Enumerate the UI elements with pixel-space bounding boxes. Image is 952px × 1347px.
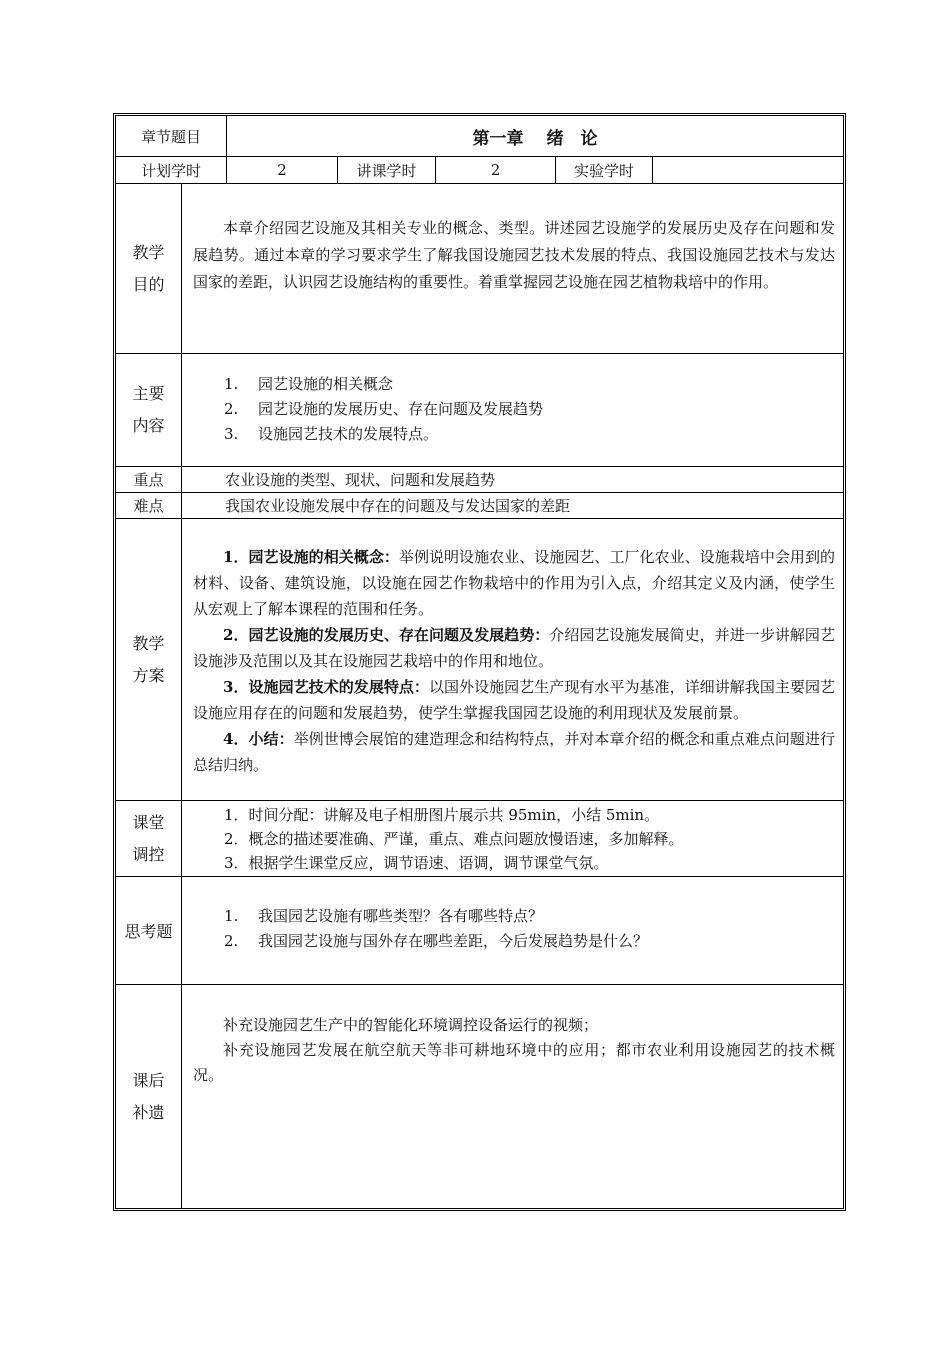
goal-text: 本章介绍园艺设施及其相关专业的概念、类型。讲述园艺设施学的发展历史及存在问题和发展趋势。通过本章的学习要求学生了解我国设施园艺技术发展的特点、我国设施园艺技术与发达国家的差距，认识园艺设施结构的重要性。着重掌握园艺设施在园艺植物栽培中的作用。 — [193, 219, 835, 291]
goal-body — [183, 184, 843, 353]
key-label: 重点 — [116, 467, 182, 492]
hours-row — [116, 157, 843, 184]
questions-label: 思考题 — [116, 877, 182, 984]
questions-body — [183, 877, 843, 984]
goal-label: 教学 目的 — [116, 184, 182, 353]
content-label: 主要 内容 — [116, 354, 182, 466]
supplement-text-1: 补充设施园艺生产中的智能化环境调控设备运行的视频； — [223, 1016, 599, 1034]
list-item: 2. 我国园艺设施与国外存在哪些差距，今后发展趋势是什么？ — [224, 932, 649, 950]
lab-hours-label: 实验学时 — [556, 157, 653, 183]
list-item: 1．时间分配：讲解及电子相册图片展示共 95min，小结 5min。 — [224, 805, 660, 824]
key-text: 农业设施的类型、现状、问题和发展趋势 — [225, 471, 496, 489]
chapter-title: 第一章 绪 论 — [472, 128, 598, 149]
lecture-hours-value: 2 — [436, 157, 556, 183]
control-body — [183, 801, 843, 876]
difficult-text: 我国农业设施发展中存在的问题及与发达国家的差距 — [225, 497, 571, 515]
supplement-label: 课后 补遗 — [116, 985, 182, 1208]
plan-hours-value: 2 — [227, 157, 338, 183]
list-item: 3. 设施园艺技术的发展特点。 — [224, 425, 439, 443]
lab-hours-value — [653, 157, 843, 183]
supplement-body — [183, 985, 843, 1208]
supplement-text-2: 补充设施园艺发展在航空航天等非可耕地环境中的应用；都市农业利用设施园艺的技术概况。 — [193, 1041, 835, 1084]
plan-item-2: 2．园艺设施的发展历史、存在问题及发展趋势：介绍园艺设施发展简史，并进一步讲解园艺设施涉及范围以及其在设施园艺栽培中的作用和地位。 — [193, 626, 835, 670]
plan-item-4: 4．小结：举例世博会展馆的建造理念和结构特点，并对本章介绍的概念和重点难点问题进行总结归纳。 — [193, 730, 835, 774]
list-item: 2. 园艺设施的发展历史、存在问题及发展趋势 — [224, 400, 544, 418]
questions-row — [116, 877, 843, 985]
plan-hours-label: 计划学时 — [116, 157, 227, 183]
chapter-label: 章节题目 — [116, 116, 227, 156]
list-item: 1. 我国园艺设施有哪些类型？各有哪些特点？ — [224, 907, 544, 925]
plan-item-3: 3．设施园艺技术的发展特点：以国外设施园艺生产现有水平为基准，详细讲解我国主要园艺设施应用存在的问题和发展趋势，使学生掌握我国园艺设施的利用现状及发展前景。 — [193, 678, 835, 722]
difficult-label: 难点 — [116, 493, 182, 518]
content-row — [116, 354, 843, 467]
difficult-row — [116, 493, 843, 519]
content-body — [183, 354, 843, 466]
list-item: 1. 园艺设施的相关概念 — [224, 375, 394, 393]
goal-row — [116, 184, 843, 354]
lecture-hours-label: 讲课学时 — [338, 157, 436, 183]
list-item: 3．根据学生课堂反应，调节语速、语调，调节课堂气氛。 — [224, 853, 609, 872]
supplement-row — [116, 985, 843, 1208]
plan-label: 教学 方案 — [116, 519, 182, 800]
lesson-plan-table — [113, 113, 846, 1211]
chapter-row — [116, 116, 843, 157]
plan-item-1: 1．园艺设施的相关概念：举例说明设施农业、设施园艺、工厂化农业、设施栽培中会用到的材料、设备、建筑设施，以设施在园艺作物栽培中的作用为引入点，介绍其定义及内涵，使学生从宏观上了解本课程的范围和任务。 — [193, 548, 835, 618]
list-item: 2．概念的描述要准确、严谨，重点、难点问题放慢语速，多加解释。 — [224, 829, 684, 848]
control-label: 课堂 调控 — [116, 801, 182, 876]
key-row — [116, 467, 843, 493]
plan-body — [183, 519, 843, 800]
control-row — [116, 801, 843, 877]
plan-row — [116, 519, 843, 801]
